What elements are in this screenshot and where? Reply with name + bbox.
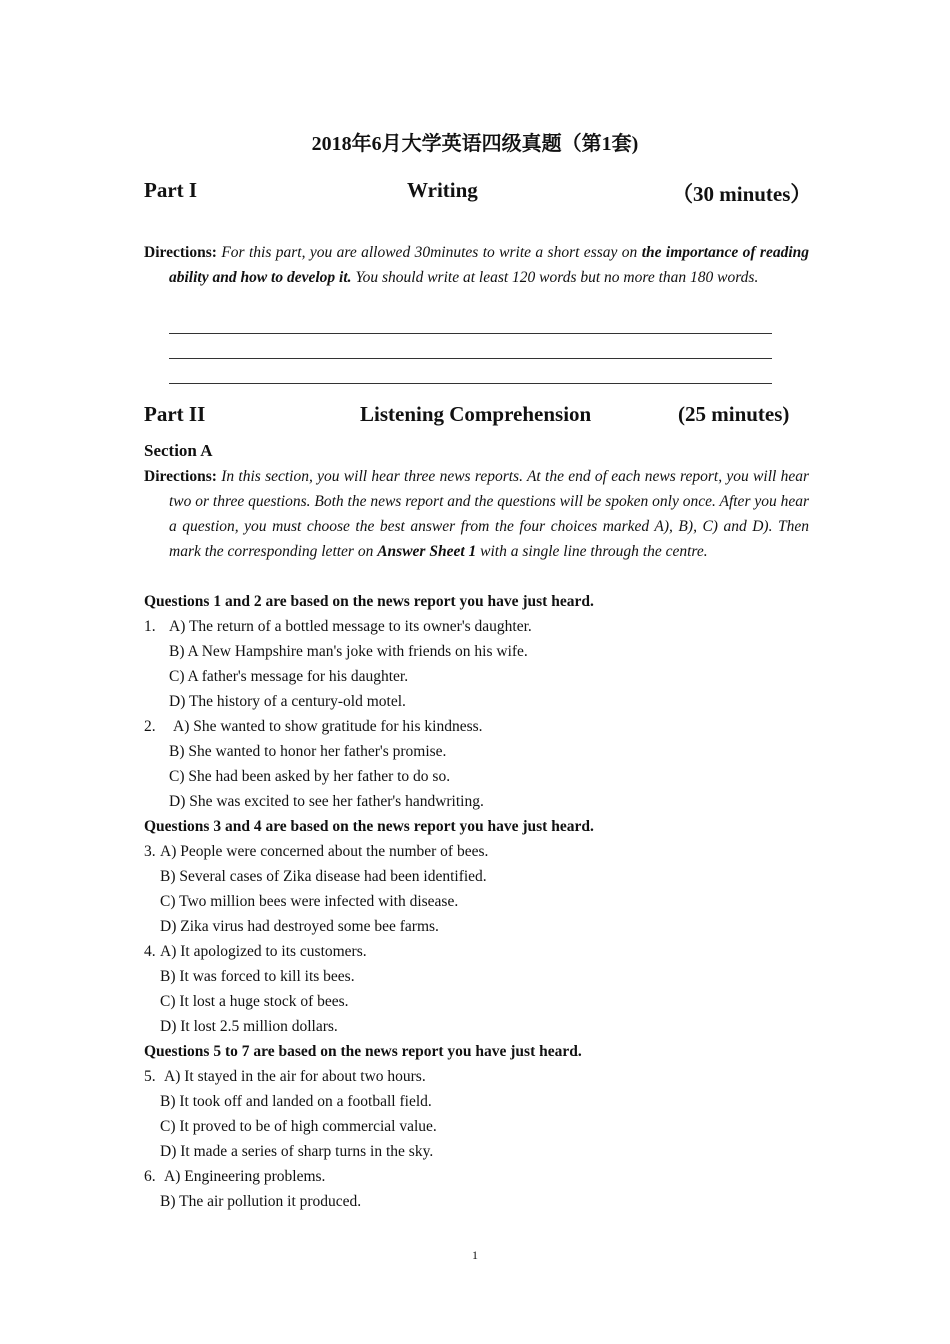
writing-line bbox=[169, 383, 772, 384]
answer-option: B) It took off and landed on a football field. bbox=[160, 1093, 432, 1110]
directions-lead: Directions: bbox=[144, 468, 217, 485]
question-group-heading: Questions 3 and 4 are based on the news report you have just heard. bbox=[144, 818, 594, 835]
directions-text: In this section, you will hear three news reports. At the end of each news report, you will hear two or three questions. Both the news report and the questions will be spoken only once. After you hear a question, you must choose the best answer from the four choices marked A), B), C) and D). Then mark the corresponding letter on bbox=[169, 468, 810, 560]
answer-option: A) People were concerned about the number of bees. bbox=[160, 843, 489, 860]
part2-time: (25 minutes) bbox=[678, 402, 790, 426]
answer-option: A) She wanted to show gratitude for his kindness. bbox=[173, 718, 483, 735]
answer-option: A) It apologized to its customers. bbox=[160, 943, 367, 960]
answer-option: D) The history of a century-old motel. bbox=[169, 693, 406, 710]
page-title: 2018年6月大学英语四级真题（第1套) bbox=[311, 133, 639, 155]
directions-text: with a single line through the centre. bbox=[480, 543, 708, 560]
question-group-heading: Questions 1 and 2 are based on the news report you have just heard. bbox=[144, 593, 594, 610]
question-number: 4. bbox=[144, 943, 156, 960]
section-title: Section A bbox=[144, 441, 213, 460]
question-number: 1. bbox=[144, 618, 156, 635]
writing-line bbox=[169, 333, 772, 334]
question-number: 6. bbox=[144, 1168, 156, 1185]
question-number: 3. bbox=[144, 843, 156, 860]
answer-option: C) A father's message for his daughter. bbox=[169, 668, 409, 685]
answer-option: C) It proved to be of high commercial value. bbox=[160, 1118, 437, 1135]
part1-time: （30 minutes） bbox=[672, 182, 812, 206]
answer-option: A) It stayed in the air for about two hours. bbox=[164, 1068, 426, 1085]
answer-option: A) The return of a bottled message to its owner's daughter. bbox=[169, 618, 532, 635]
essay-topic: the importance of reading ability and how to develop it. bbox=[169, 244, 810, 286]
part2-label: Part II bbox=[144, 402, 206, 426]
answer-sheet-ref: Answer Sheet 1 bbox=[377, 543, 477, 560]
answer-option: D) She was excited to see her father's handwriting. bbox=[169, 793, 484, 810]
answer-option: B) She wanted to honor her father's promise. bbox=[169, 743, 447, 760]
answer-option: B) A New Hampshire man's joke with friends on his wife. bbox=[169, 643, 528, 660]
part1-label: Part I bbox=[144, 178, 198, 202]
answer-option: A) Engineering problems. bbox=[164, 1168, 326, 1185]
directions-text: You should write at least 120 words but no more than 180 words. bbox=[355, 269, 759, 286]
answer-option: B) The air pollution it produced. bbox=[160, 1193, 362, 1210]
answer-option: B) Several cases of Zika disease had been identified. bbox=[160, 868, 487, 885]
answer-option: C) Two million bees were infected with disease. bbox=[160, 893, 459, 910]
question-number: 5. bbox=[144, 1068, 156, 1085]
answer-option: C) It lost a huge stock of bees. bbox=[160, 993, 349, 1010]
part1-directions bbox=[144, 240, 809, 290]
answer-option: D) Zika virus had destroyed some bee farms. bbox=[160, 918, 439, 935]
answer-option: D) It made a series of sharp turns in the sky. bbox=[160, 1143, 434, 1160]
answer-option: D) It lost 2.5 million dollars. bbox=[160, 1018, 338, 1035]
part1-name: Writing bbox=[407, 178, 478, 202]
answer-option: B) It was forced to kill its bees. bbox=[160, 968, 355, 985]
directions-lead: Directions: bbox=[144, 244, 217, 261]
question-number: 2. bbox=[144, 718, 156, 735]
directions-text: For this part, you are allowed 30minutes to write a short essay on bbox=[221, 244, 638, 261]
part2-directions bbox=[144, 464, 809, 564]
page-number: 1 bbox=[472, 1248, 478, 1262]
writing-line bbox=[169, 358, 772, 359]
part2-name: Listening Comprehension bbox=[360, 402, 592, 426]
answer-option: C) She had been asked by her father to do so. bbox=[169, 768, 451, 785]
question-group-heading: Questions 5 to 7 are based on the news report you have just heard. bbox=[144, 1043, 582, 1060]
